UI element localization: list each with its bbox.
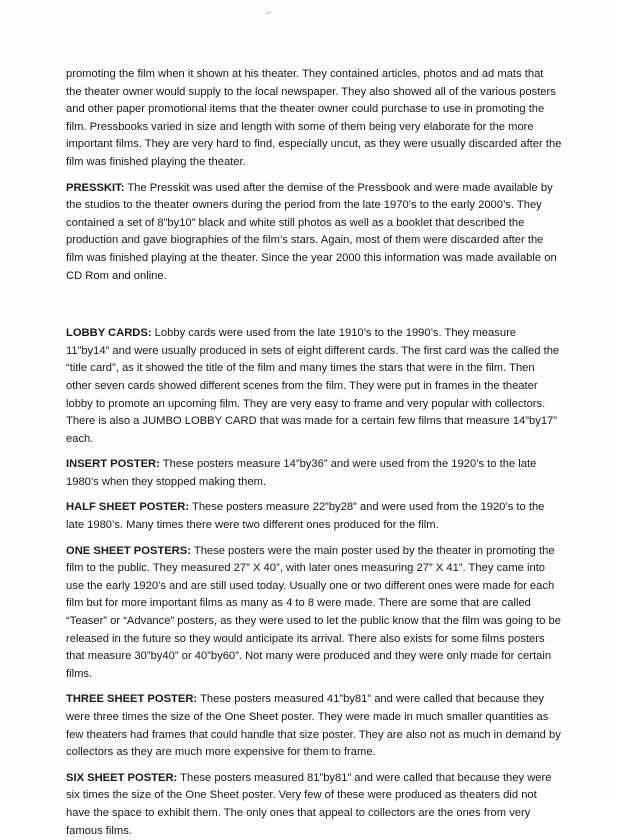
insert-poster-paragraph: [66, 456, 562, 491]
insert-poster-text: These posters measure 14”by36” and were used from the 1920’s to the late 1980’s when they stopped making them.: [66, 458, 537, 488]
presskit-paragraph: [66, 180, 562, 286]
document-body: [66, 66, 562, 840]
presskit-term: PRESSKIT:: [66, 181, 125, 194]
lobby-cards-text: Lobby cards were used from the late 1910’s to the 1990’s. They measure 11”by14” and were usually produced in sets of eight different cards. The first card was the called the “title card”, as it showed the title of the film and many times the stars that were in the film. Then other seven cards showed different scenes from the film. They were put in frames in the theater lobby to promote an upcoming film. They are very easy to frame and very popular with collectors. There is also a JUMBO LOBBY CARD that was made for a certain few films that measure 14”by17” each.: [66, 327, 560, 445]
three-sheet-poster-paragraph: [66, 691, 562, 761]
one-sheet-posters-paragraph: [66, 543, 562, 684]
half-sheet-poster-text: These posters measure 22”by28” and were used from the 1920’s to the late 1980’s. Many times there were two different ones produced for the film.: [66, 501, 545, 532]
three-sheet-poster-text: These posters measured 41”by81” and were called that because they were three times the size of the One Sheet poster. They were made in much smaller quantities as few theaters had frames that could handle that size poster. They are also not as much in demand by collectors as they are much more expensive for them to frame.: [66, 693, 561, 759]
presskit-text: The Presskit was used after the demise of the Pressbook and were made available by the studios to the theater owners during the period from the late 1970’s to the early 2000’s. They contained a set of 8”by10” black and white still photos as well as a booklet that described the production and gave biographies of the film’s stars. Again, most of them were discarded after the film was finished playing at the theater. Since the year 2000 this information was made available on CD Rom and online.: [66, 181, 557, 282]
six-sheet-poster-paragraph: [66, 770, 562, 840]
one-sheet-posters-term: ONE SHEET POSTERS:: [66, 544, 191, 557]
intro-paragraph: promoting the film when it shown at his theater. They contained articles, photos and ad mats that the theater owner would supply to the local newspaper. They also showed all of the various posters and other paper promotional items that the theater owner could purchase to use in promoting the film. Pressbooks varied in size and length with some of them being very elaborate for the more important films. They are very hard to find, especially uncut, as they were usually discarded after the film was finished playing the theater.: [66, 68, 562, 168]
three-sheet-poster-term: THREE SHEET POSTER:: [66, 693, 198, 706]
lobby-cards-paragraph: [66, 325, 562, 448]
scan-speck: [265, 11, 272, 17]
lobby-cards-term: LOBBY CARDS:: [66, 327, 152, 340]
insert-poster-term: INSERT POSTER:: [66, 458, 160, 471]
one-sheet-posters-text: These posters were the main poster used by the theater in promoting the film to the public. They measured 27” X 40”, with later ones measuring 27” X 41”. They came into use the early 1920’s and are still used today. Usually one or two different ones were made for each film but for more important films as many as 4 to 8 were made. There are some that are called “Teaser” or “Advance” posters, as they were used to let the public know that the film was going to be released in the future so they would anticipate its arrival. There also exists for some films posters that measure 30”by40” or 40”by60”. Not many were produced and they were only made for certain films.: [66, 544, 561, 680]
half-sheet-poster-paragraph: [66, 499, 562, 534]
six-sheet-poster-term: SIX SHEET POSTER:: [66, 771, 178, 784]
six-sheet-poster-text: These posters measured 81”by81” and were called that because they were six times the size of the One Sheet poster. Very few of these were produced as theaters did not have the space to exhibit them. The only ones that appeal to collectors are the ones from very famous films.: [66, 771, 552, 837]
half-sheet-poster-term: HALF SHEET POSTER:: [66, 501, 190, 514]
